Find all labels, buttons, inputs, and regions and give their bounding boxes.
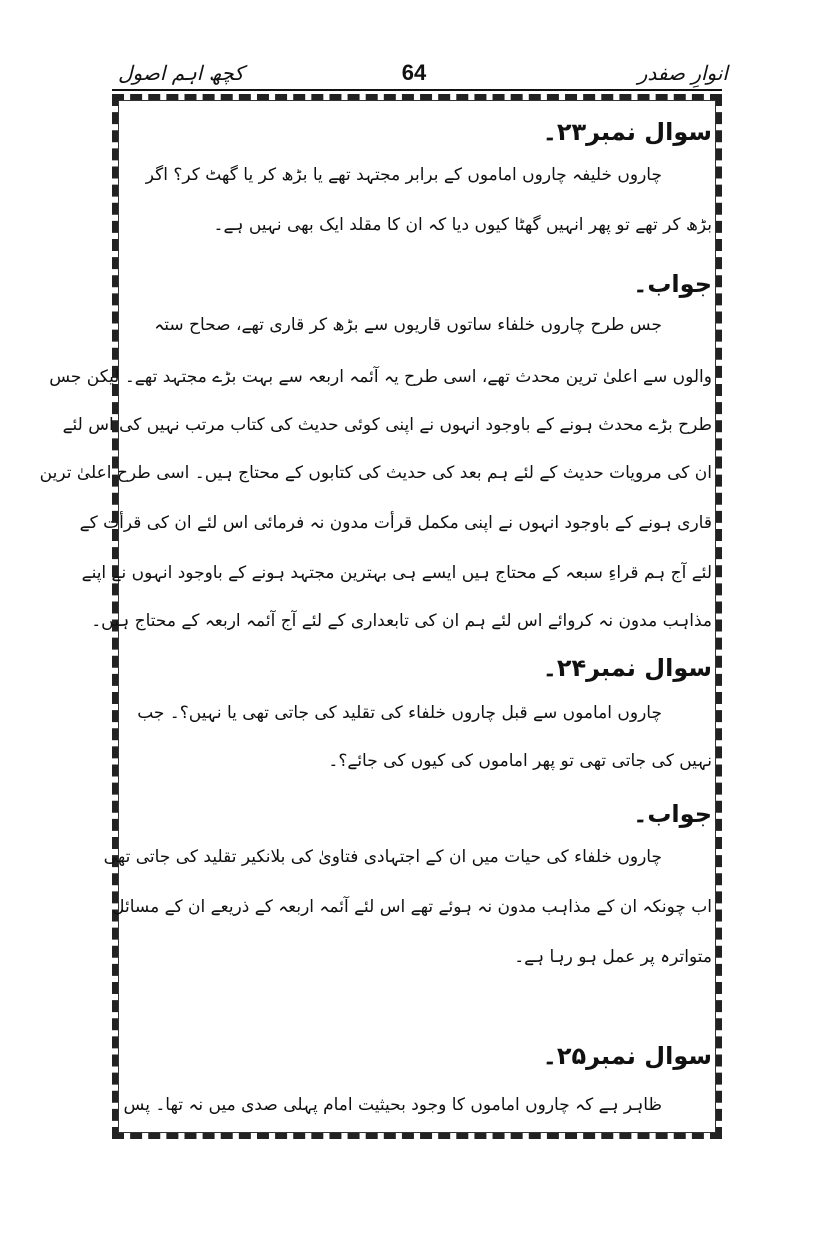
answer-23-heading: جواب۔ — [633, 270, 712, 298]
answer-24-heading: جواب۔ — [633, 800, 712, 828]
a23-line-7: مذاہب مدون نہ کروائے اس لئے ہم ان کی تابعداری کے لئے آج آئمہ اربعہ کے محتاج ہیں۔ — [91, 611, 712, 631]
a24-line-1: چاروں خلفاء کی حیات میں ان کے اجتہادی فتاویٰ کی بلانکیر تقلید کی جاتی تھی — [103, 847, 662, 867]
header-rule — [112, 89, 722, 91]
a23-line-5: قاری ہونے کے باوجود انہوں نے اپنی مکمل قرأت مدون نہ فرمائی اس لئے ان کی قرأت کے — [79, 513, 712, 533]
a23-line-2: والوں سے اعلیٰ ترین محدث تھے، اسی طرح یہ آئمہ اربعہ سے بہت بڑے مجتہد تھے۔ لیکن جس — [49, 367, 712, 387]
a23-line-6: لئے آج ہم قراءِ سبعہ کے محتاج ہیں ایسے ہی بہترین مجتہد ہونے کے باوجود انہوں نے اپنے — [81, 563, 712, 583]
a24-line-3: متواترہ پر عمل ہو رہا ہے۔ — [514, 947, 712, 967]
a23-line-1: جس طرح چاروں خلفاء ساتوں قاریوں سے بڑھ کر قاری تھے، صحاح ستہ — [154, 315, 662, 335]
a23-line-3: طرح بڑے محدث ہونے کے باوجود انہوں نے اپنی کوئی حدیث کی کتاب مرتب نہیں کی اس لئے — [62, 415, 712, 435]
question-25-heading: سوال نمبر۲۵۔ — [542, 1042, 712, 1070]
question-23-heading: سوال نمبر۲۳۔ — [542, 118, 712, 146]
q24-line-1: چاروں اماموں سے قبل چاروں خلفاء کی تقلید کی جاتی تھی یا نہیں؟۔ جب — [137, 703, 662, 723]
q23-line-2: بڑھ کر تھے تو پھر انہیں گھٹا کیوں دیا کہ ان کا مقلد ایک بھی نہیں ہے۔ — [213, 215, 712, 235]
a24-line-2: اب چونکہ ان کے مذاہب مدون نہ ہوئے تھے اس لئے آئمہ اربعہ کے ذریعے ان کے مسائل — [112, 897, 712, 917]
a23-line-4: ان کی مرویات حدیث کے لئے ہم بعد کی حدیث کی کتابوں کے محتاج ہیں۔ اسی طرح اعلیٰ ترین — [39, 463, 712, 483]
q25-line-1: ظاہر ہے کہ چاروں اماموں کا وجود بحیثیت امام پہلی صدی میں نہ تھا۔ پس — [123, 1095, 662, 1115]
section-title: کچھ اہم اصول — [118, 61, 244, 85]
q24-line-2: نہیں کی جاتی تھی تو پھر اماموں کی کیوں کی جائے؟۔ — [328, 751, 712, 771]
question-24-heading: سوال نمبر۲۴۔ — [542, 654, 712, 682]
q23-line-1: چاروں خلیفہ چاروں اماموں کے برابر مجتہد تھے یا بڑھ کر یا گھٹ کر؟ اگر — [145, 165, 662, 185]
book-title: انوارِ صفدر — [637, 61, 728, 85]
page-number: 64 — [401, 60, 427, 85]
page-body — [39, 104, 712, 1128]
